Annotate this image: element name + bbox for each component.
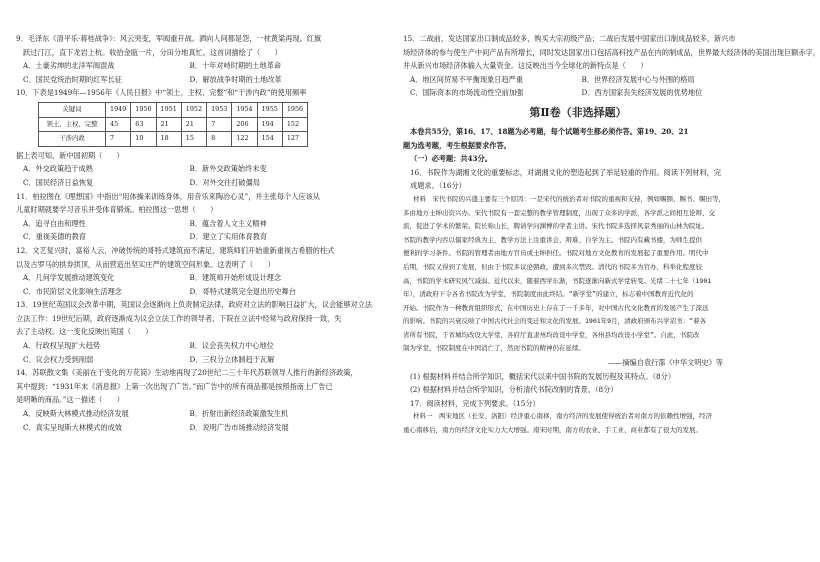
q16-material-line: 流，促进了学术的繁荣。院长称山长，聘请学问渊博的学者主讲。宋代书院多选择风景秀丽的山林为院址。: [403, 222, 709, 231]
q9-options-row: [16, 59, 356, 73]
q12-option-b[interactable]: B．建筑师开始形成设计理念: [189, 273, 282, 283]
q10-option-b[interactable]: B．新外交政策始终未变: [189, 164, 267, 174]
q12-stem-line: 以及古罗马的拱券拱顶，从而营造出坚实庄严的建筑空间形象。这表明了（ ）: [16, 259, 275, 269]
q12-option-c[interactable]: C．市民阶层文化影响生活理念: [23, 286, 122, 296]
question-11: [16, 190, 356, 244]
q14-option-b[interactable]: B．折射出新经济政策激发生机: [189, 409, 289, 419]
q12-options-row: [16, 271, 356, 285]
q14-options-row: [16, 421, 356, 435]
table-cell: 1949: [106, 102, 131, 117]
table-cell: 1956: [282, 102, 307, 117]
q10-options-row: [16, 162, 356, 176]
table-header-row: [39, 102, 308, 117]
q16-material-line: 制为学堂，书院制度在中国消亡了，然而书院的精神仍在延续。: [403, 344, 585, 353]
q15-option-a[interactable]: A．地区间贸易不平衡现象日趋严重: [410, 74, 524, 84]
q12-options-row: [16, 285, 356, 299]
table-cell: 21: [156, 117, 181, 132]
section-2-note-line: 本卷共55分，第16、17、18题为必考题，每个试题考生都必须作答。第19、20、21: [410, 126, 689, 136]
q16-material-line: 的影响。书院的兴衰反映了中国古代社会的变迁和文化的发展。1901年9月，清政府颁布兴学诏书：“着各: [403, 317, 706, 326]
q9-option-d[interactable]: D．解放战争时期的土地改革: [189, 74, 282, 84]
q13-option-c[interactable]: C．议会权力受到削弱: [23, 354, 94, 364]
q9-stem-line: 跃过汀江，直下龙岩上杭。收拾金瓯一片，分田分地真忙。这首词描绘了（ ）: [23, 47, 282, 57]
q16-subquestion: (2) 根据材料并结合所学知识，分析清代书院改制的背景。（8分）: [410, 385, 618, 395]
q13-stem-line: 去了主动权。这一变化反映出英国（ ）: [16, 327, 153, 337]
table-cell: 194: [257, 117, 282, 132]
q13-option-b[interactable]: B．议会丧失权力中心地位: [189, 341, 274, 351]
q10-option-d[interactable]: D．对外交往打破僵局: [189, 177, 260, 187]
table-row: [39, 117, 308, 132]
table-cell: 7: [106, 132, 131, 147]
table-cell: 152: [282, 117, 307, 132]
table-cell: 1951: [156, 102, 181, 117]
q16-material-line: 多由地方士绅出资兴办。宋代书院有一套完整的教学管理制度，出现了众多的学派，各学派之间相互论辩、交: [403, 208, 715, 217]
table-cell: 127: [282, 132, 307, 147]
question-17: [403, 397, 753, 438]
table-cell: 45: [106, 117, 131, 132]
question-13: [16, 298, 373, 366]
question-14: [16, 366, 356, 434]
q10-option-a[interactable]: A．外交政策趋于成熟: [23, 164, 93, 174]
table-cell: 1955: [257, 102, 282, 117]
q10-options-row: [16, 176, 356, 190]
q16-material-line: 高，书院的学术研究风气减弱。近代以来，随着西学东渐，书院逐渐向新式学堂转变。光绪二十七年（1901: [403, 276, 712, 285]
q15-stem-line: 并从新兴市场经济体输入大量资金。这反映出当今全球化的新特点是（ ）: [403, 61, 648, 71]
question-16: [403, 166, 753, 397]
section-2-note-line: 题为选考题，考生根据要求作答。: [403, 140, 511, 150]
q14-option-a[interactable]: A．反映斯大林模式推动经济发展: [23, 409, 129, 419]
q9-option-b[interactable]: B．十年对峙时期的土地革命: [189, 61, 282, 71]
q11-option-b[interactable]: B．蕴含着人文主义精神: [189, 218, 267, 228]
q13-stem-line: 13．19世纪英国议会改革中期，英国议会逐渐向上负责制定法律，政府对立法的影响日益扩大，议会能够对立法: [16, 300, 373, 310]
q15-options-row: [403, 86, 753, 100]
q16-material-line: 材料 宋代书院的兴盛主要有三个原因：一是宋代的统治者对书院的重视和支持，例如赐额、赐书、赐田等，: [413, 194, 725, 203]
q17-stem: 17．阅读材料，完成下列要求。（15分）: [410, 398, 540, 408]
q16-stem-line: 成题求。（16分）: [410, 181, 466, 191]
q10-frequency-table: [38, 102, 308, 147]
table-cell: 领土、主权、完整: [39, 117, 106, 132]
q16-material-line: 省所有书院，于省城均改设大学堂，各府厅直隶州均改设中学堂，各州县均改设小学堂”。自此，书院改: [403, 330, 700, 339]
question-12: [16, 244, 356, 298]
table-cell: 1954: [232, 102, 257, 117]
q17-material-line: 重心南移后，南方的经济文化实力大大增强。南宋时期，南方的农业、手工业、商业都有了很大的发展。: [403, 426, 702, 435]
q14-option-d[interactable]: D．说明广告市场推动经济发展: [189, 422, 289, 432]
q16-subquestion: (1) 根据材料并结合所学知识，概括宋代以来中国书院的发展历程及其特点。（8分）: [410, 371, 676, 381]
table-cell: 1953: [207, 102, 232, 117]
q9-stem-line: 9．毛泽东《清平乐·蒋桂战争》：风云突变，军阀重开战。洒向人间都是怨，一枕黄粱再现。红旗: [16, 34, 322, 43]
q11-stem-line: 儿童时期就要学习音乐并受体育锻炼。柏拉图这一思想（ ）: [16, 205, 218, 215]
q14-stem-line: 是明晰的商品。”这一描述（ ）: [16, 395, 124, 405]
table-cell: 10: [131, 132, 156, 147]
question-10: [16, 86, 356, 189]
question-15: [403, 32, 820, 100]
part-a-heading: （一）必考题：共43分。: [410, 154, 492, 164]
q13-stem-line: 立法工作：19世纪后期，政府逐渐成为议会立法工作的领导者，下院在立法中经常与政府保持一致，失: [16, 313, 342, 323]
q16-material-line: 开始。书院作为一种教育组织形式，在中国历史上存在了一千多年，对中国古代文化教育的发展产生了深远: [403, 303, 709, 312]
q14-stem-line: 其中提到：“1931年末《消息报》上第一次出现了广告。”而广告中的所有商品都是按照指南上广告已: [16, 381, 333, 391]
q16-material-line: 便利的学习条件。书院的管理者由地方官员或士绅担任。书院对地方文化教育的发展起了重要作用。明代中: [403, 249, 709, 258]
table-cell: 7: [207, 117, 232, 132]
q13-options-row: [16, 353, 356, 367]
q15-options-row: [403, 73, 753, 87]
q16-stem-line: 16．书院作为湖湘文化的重要标志，对湖湘文化的塑造起到了举足轻重的作用。阅读下列材料，完: [410, 167, 722, 177]
table-cell: 8: [207, 132, 232, 147]
q10-option-c[interactable]: C．国民经济日益恢复: [23, 177, 94, 187]
q12-stem-line: 12．文艺复兴时，富裕人云，冲破传统的哥特式建筑而不满足，建筑师们开始重新重视古希腊的柱式: [16, 245, 335, 255]
table-cell: 63: [131, 117, 156, 132]
table-cell: 1950: [131, 102, 156, 117]
q11-options-row: [16, 217, 356, 231]
q11-option-a[interactable]: A．追寻自由和理性: [23, 218, 86, 228]
table-cell: 122: [232, 132, 257, 147]
q9-option-a[interactable]: A．土豪劣绅的北洋军阀混战: [23, 61, 115, 71]
table-cell: 干涉内政: [39, 132, 106, 147]
q11-options-row: [16, 230, 356, 244]
q15-option-b[interactable]: B．世界经济发展中心与外围的格局: [581, 74, 695, 84]
q15-option-c[interactable]: C．国际资本的市场流动性空前加强: [410, 88, 524, 98]
q9-option-c[interactable]: C．国民党统治时期的红军长征: [23, 74, 122, 84]
q15-stem-line: 15．二战前，发达国家出口制成品较多，购买大宗初级产品；二战后发展中国家出口制成品较多，新兴市: [403, 34, 736, 43]
q16-material-line: 书院的教学内容以儒家经典为主，教学方法上注重讲会、辩难、自学为主。书院内有藏书楼，为师生提供: [403, 235, 702, 244]
table-cell: 206: [232, 117, 257, 132]
q10-stem: 10．下表是1949年—1956年《人民日报》中“领土、主权、完整”和“干涉内政”的使用频率: [16, 88, 307, 98]
right-column: [403, 32, 820, 438]
table-cell: 关键词: [39, 102, 106, 117]
q14-options-row: [16, 407, 356, 421]
q13-option-d[interactable]: D．三权分立体制趋于瓦解: [189, 354, 275, 364]
q15-stem-line: 场经济体的参与使生产中间产品有所增长，同时发达国家出口包括高科技产品在内的制成品，世界最大经济体的美国出现巨额赤字，: [403, 47, 820, 57]
q16-material-line: 年），清政府下令各省书院改为学堂，书院制度由此终结。“新学堂”的建立，标志着中国教育近代化的: [403, 290, 694, 299]
table-cell: 154: [257, 132, 282, 147]
q13-options-row: [16, 339, 356, 353]
table-cell: 15: [181, 132, 206, 147]
q11-option-d[interactable]: D．建立了实用体育教育: [189, 232, 268, 242]
table-cell: 18: [156, 132, 181, 147]
q13-option-a[interactable]: A．行政权呈现扩大趋势: [23, 341, 101, 351]
q14-stem-line: 14．苏联散文集《美丽在于变化的万花筒》生动地再现了20世纪二三十年代苏联领导人推行的新经济政策，: [16, 368, 358, 378]
q17-material-line: 材料一 两宋地区（长安、洛阳）经济重心南移，南方经济的发展使得统治者对南方的依赖性增强，经济: [413, 412, 712, 421]
q15-option-d[interactable]: D．西方国家丧失经济发展的优势地位: [581, 88, 703, 98]
q12-option-a[interactable]: A．几何学发展推动建筑变化: [23, 273, 115, 283]
q12-option-d[interactable]: D．哥特式建筑完全退出历史舞台: [189, 286, 296, 296]
q14-option-c[interactable]: C．真实呈现斯大林模式的成效: [23, 422, 122, 432]
q11-option-c[interactable]: C．重视美德的教育: [23, 232, 87, 242]
left-column: [16, 32, 373, 434]
question-9: [16, 32, 356, 86]
table-row: [39, 132, 308, 147]
q11-stem-line: 11．柏拉图在《理想国》中指出“用体操来训练身体，用音乐来陶冶心灵”，并主张每个人应该从: [16, 191, 320, 201]
table-cell: 21: [181, 117, 206, 132]
q9-options-row: [16, 73, 356, 87]
q16-material-line: 后期，书院又得到了发展，但由于书院多议论朝政，遭到多次禁毁。清代的书院多为官办，科举化程度较: [403, 262, 702, 271]
section-2-title: 第Ⅱ卷（非选择题）: [529, 105, 627, 119]
q16-source: ——摘编自袁行霈《中华文明史》等: [607, 358, 723, 368]
q10-stem-after: 据上表可知，新中国初期（ ）: [16, 150, 124, 160]
table-cell: 1952: [181, 102, 206, 117]
